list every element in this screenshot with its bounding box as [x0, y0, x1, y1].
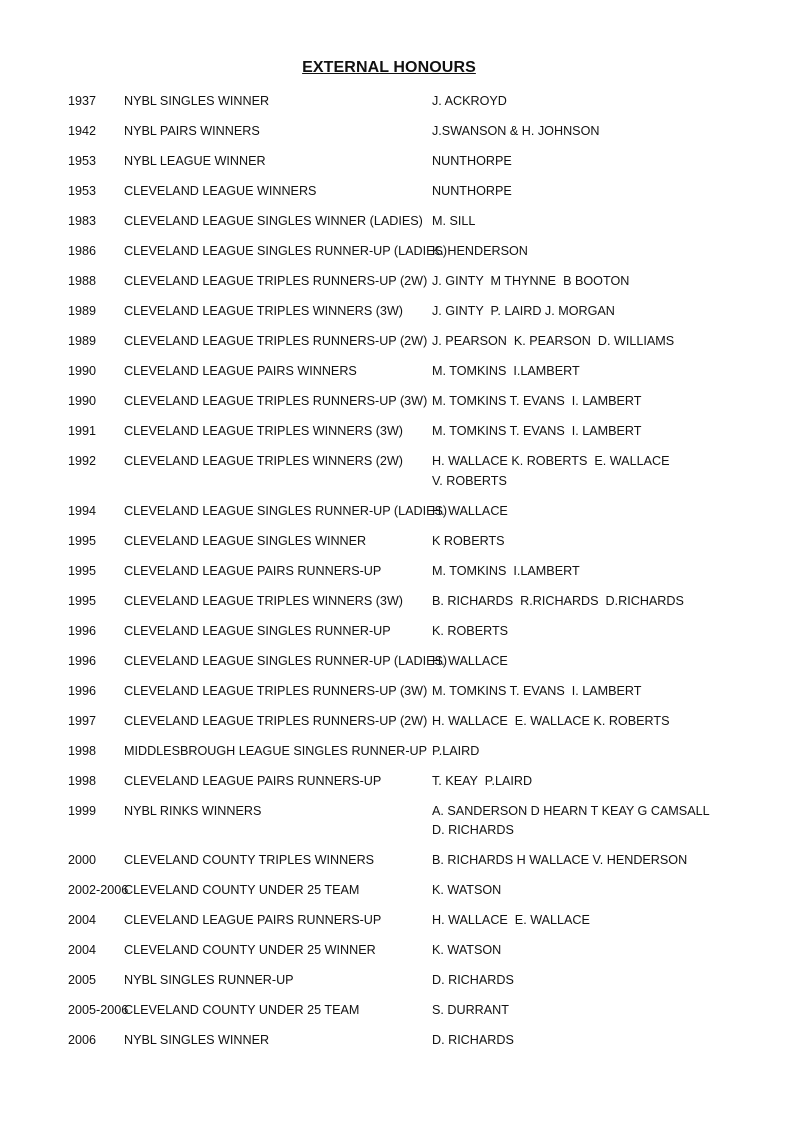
honour-winner — [432, 742, 768, 762]
honour-winner-line: M. TOMKINS I.LAMBERT — [432, 563, 580, 578]
honour-row — [68, 851, 768, 871]
honour-year: 1986 — [68, 244, 97, 258]
honour-winner-line: B. RICHARDS H WALLACE V. HENDERSON — [432, 853, 688, 867]
honour-winner-line: V. ROBERTS — [432, 473, 507, 488]
honour-row — [68, 971, 768, 991]
honour-winner — [432, 1001, 768, 1021]
honour-year: 1989 — [68, 304, 97, 318]
honour-row — [68, 881, 768, 901]
honour-winner — [432, 362, 768, 382]
honour-winner-line: NUNTHORPE — [432, 184, 512, 198]
honour-winner — [432, 941, 768, 961]
honour-year: 2006 — [68, 1033, 97, 1047]
honour-event: CLEVELAND LEAGUE TRIPLES WINNERS (2W) — [124, 454, 403, 468]
honour-event: MIDDLESBROUGH LEAGUE SINGLES RUNNER-UP — [124, 743, 428, 758]
honour-winner — [432, 911, 768, 931]
honour-row — [68, 92, 768, 112]
honour-winner-line: H. WALLACE — [432, 653, 508, 668]
honour-winner — [432, 712, 768, 732]
honour-winner-line: M. TOMKINS I.LAMBERT — [432, 364, 580, 378]
honour-winner — [432, 851, 768, 871]
honour-winner-line: K. WATSON — [432, 943, 502, 957]
honour-row — [68, 152, 768, 172]
page-title: EXTERNAL HONOURS — [302, 59, 476, 76]
honour-winner — [432, 332, 768, 352]
honour-winner — [432, 881, 768, 901]
honour-winner-line: J.SWANSON & H. JOHNSON — [432, 124, 600, 138]
honour-event: CLEVELAND LEAGUE SINGLES WINNER — [124, 533, 367, 548]
honour-winner-line: D. RICHARDS — [432, 973, 514, 987]
honour-winner — [432, 242, 768, 262]
honour-winner — [432, 422, 768, 442]
honour-row — [68, 502, 768, 522]
honour-winner-line: J. ACKROYD — [432, 94, 507, 108]
honour-year: 1995 — [68, 593, 97, 608]
honour-event: CLEVELAND LEAGUE TRIPLES RUNNERS-UP (3W) — [124, 683, 428, 698]
honour-winner-line: M. SILL — [432, 214, 476, 228]
honour-winner — [432, 152, 768, 172]
honour-year: 1991 — [68, 424, 97, 438]
honour-year: 2005 — [68, 973, 97, 987]
honour-row — [68, 802, 768, 841]
honour-event: NYBL RINKS WINNERS — [124, 803, 262, 818]
honour-year: 1996 — [68, 653, 97, 668]
honour-winner-line: B. RICHARDS R.RICHARDS D.RICHARDS — [432, 593, 684, 608]
honour-row — [68, 242, 768, 262]
honour-event: CLEVELAND LEAGUE TRIPLES WINNERS (3W) — [124, 593, 403, 608]
honour-winner — [432, 682, 768, 702]
honour-event: CLEVELAND LEAGUE SINGLES RUNNER-UP (LADIES) — [124, 503, 448, 518]
honour-event: CLEVELAND LEAGUE TRIPLES RUNNERS-UP (2W) — [124, 713, 428, 728]
honour-year: 2005-2006 — [68, 1003, 129, 1017]
honour-event: NYBL SINGLES WINNER — [124, 1033, 270, 1047]
honours-list — [68, 92, 768, 1061]
honour-year: 1996 — [68, 683, 97, 698]
honour-event: CLEVELAND LEAGUE TRIPLES WINNERS (3W) — [124, 304, 403, 318]
honour-event: NYBL LEAGUE WINNER — [124, 154, 266, 168]
honour-event: CLEVELAND LEAGUE PAIRS RUNNERS-UP — [124, 913, 382, 927]
honour-row — [68, 911, 768, 931]
honour-winner-line: T. KEAY P.LAIRD — [432, 773, 533, 788]
honour-event: CLEVELAND LEAGUE TRIPLES RUNNERS-UP (2W) — [124, 334, 428, 348]
honour-winner-line: D. RICHARDS — [432, 823, 514, 837]
honour-year: 1953 — [68, 154, 97, 168]
honour-winner — [432, 302, 768, 322]
honour-year: 1995 — [68, 563, 97, 578]
honour-row — [68, 1001, 768, 1021]
honour-event: CLEVELAND LEAGUE SINGLES WINNER (LADIES) — [124, 214, 423, 228]
honour-winner — [432, 502, 768, 522]
honour-year: 1953 — [68, 184, 97, 198]
honour-year: 1990 — [68, 394, 97, 408]
honour-winner-line: M. TOMKINS T. EVANS I. LAMBERT — [432, 683, 642, 698]
honour-row — [68, 212, 768, 232]
honour-winner — [432, 452, 768, 491]
honour-event: CLEVELAND COUNTY UNDER 25 TEAM — [124, 883, 360, 897]
honour-row — [68, 562, 768, 582]
honour-year: 1942 — [68, 124, 97, 138]
honour-winner-line: J. GINTY P. LAIRD J. MORGAN — [432, 304, 615, 318]
honour-year: 2000 — [68, 853, 97, 867]
honour-year: 1995 — [68, 533, 97, 548]
honour-row — [68, 712, 768, 732]
honour-winner-line: M. TOMKINS T. EVANS I. LAMBERT — [432, 424, 642, 438]
honour-winner — [432, 92, 768, 112]
honour-winner-line: K. ROBERTS — [432, 623, 509, 638]
honour-row — [68, 742, 768, 762]
honour-row — [68, 1031, 768, 1051]
honour-winner-line: J. PEARSON K. PEARSON D. WILLIAMS — [432, 334, 675, 348]
honour-year: 1999 — [68, 803, 97, 818]
honour-winner-line: S. DURRANT — [432, 1003, 509, 1017]
honour-year: 1996 — [68, 623, 97, 638]
honour-year: 1988 — [68, 274, 97, 288]
honour-year: 1990 — [68, 364, 97, 378]
honour-event: NYBL PAIRS WINNERS — [124, 124, 260, 138]
honour-year: 1992 — [68, 454, 97, 468]
honour-winner-line: H. WALLACE E. WALLACE K. ROBERTS — [432, 713, 670, 728]
honour-row — [68, 272, 768, 292]
honour-event: CLEVELAND COUNTY UNDER 25 TEAM — [124, 1003, 360, 1017]
honour-winner-line: K. HENDERSON — [432, 244, 528, 258]
honour-row — [68, 122, 768, 142]
honour-winner — [432, 592, 768, 612]
honour-row — [68, 422, 768, 442]
honour-row — [68, 452, 768, 491]
honour-event: CLEVELAND LEAGUE TRIPLES WINNERS (3W) — [124, 424, 403, 438]
honour-year: 2004 — [68, 913, 97, 927]
honour-event: CLEVELAND LEAGUE PAIRS WINNERS — [124, 364, 357, 378]
honour-row — [68, 652, 768, 672]
honour-year: 1989 — [68, 334, 97, 348]
honour-year: 1937 — [68, 94, 97, 108]
honour-event: CLEVELAND LEAGUE TRIPLES RUNNERS-UP (2W) — [124, 274, 428, 288]
honour-row — [68, 682, 768, 702]
honour-winner — [432, 562, 768, 582]
honour-year: 1998 — [68, 773, 97, 788]
honour-winner — [432, 1031, 768, 1051]
honour-row — [68, 532, 768, 552]
honour-winner-line: A. SANDERSON D HEARN T KEAY G CAMSALL — [432, 803, 710, 818]
honour-row — [68, 592, 768, 612]
honour-row — [68, 332, 768, 352]
honour-row — [68, 622, 768, 642]
honour-event: CLEVELAND LEAGUE SINGLES RUNNER-UP (LADIES) — [124, 244, 448, 258]
honour-year: 2004 — [68, 943, 97, 957]
honour-winner-line: P.LAIRD — [432, 743, 480, 758]
honour-event: CLEVELAND LEAGUE SINGLES RUNNER-UP — [124, 623, 391, 638]
honour-winner — [432, 532, 768, 552]
honour-event: CLEVELAND LEAGUE WINNERS — [124, 184, 317, 198]
honour-event: CLEVELAND LEAGUE TRIPLES RUNNERS-UP (3W) — [124, 394, 428, 408]
honour-row — [68, 392, 768, 412]
honour-row — [68, 362, 768, 382]
honour-winner — [432, 182, 768, 202]
honour-event: NYBL SINGLES RUNNER-UP — [124, 973, 294, 987]
honour-event: CLEVELAND COUNTY UNDER 25 WINNER — [124, 943, 376, 957]
honour-event: CLEVELAND LEAGUE PAIRS RUNNERS-UP — [124, 773, 382, 788]
honour-winner — [432, 272, 768, 292]
honour-winner — [432, 971, 768, 991]
honour-event: NYBL SINGLES WINNER — [124, 94, 270, 108]
honour-winner — [432, 212, 768, 232]
honour-winner-line: NUNTHORPE — [432, 154, 512, 168]
honour-year: 1994 — [68, 503, 97, 518]
honour-row — [68, 941, 768, 961]
honour-winner — [432, 772, 768, 792]
honour-event: CLEVELAND LEAGUE PAIRS RUNNERS-UP — [124, 563, 382, 578]
honour-winner-line: M. TOMKINS T. EVANS I. LAMBERT — [432, 394, 642, 408]
honour-winner — [432, 622, 768, 642]
honour-winner-line: D. RICHARDS — [432, 1033, 514, 1047]
honour-event: CLEVELAND COUNTY TRIPLES WINNERS — [124, 853, 375, 867]
honour-event: CLEVELAND LEAGUE SINGLES RUNNER-UP (LADIES) — [124, 653, 448, 668]
honour-winner-line: K ROBERTS — [432, 533, 505, 548]
honour-year: 2002-2006 — [68, 883, 129, 897]
honour-winner — [432, 392, 768, 412]
honour-winner-line: H. WALLACE K. ROBERTS E. WALLACE — [432, 454, 670, 468]
honour-winner-line: J. GINTY M THYNNE B BOOTON — [432, 274, 630, 288]
honour-winner — [432, 802, 768, 841]
honour-winner — [432, 652, 768, 672]
honour-winner-line: K. WATSON — [432, 883, 502, 897]
honour-year: 1998 — [68, 743, 97, 758]
honour-winner-line: H. WALLACE — [432, 503, 508, 518]
honour-row — [68, 182, 768, 202]
honour-winner — [432, 122, 768, 142]
honour-row — [68, 302, 768, 322]
honour-row — [68, 772, 768, 792]
honour-year: 1983 — [68, 214, 97, 228]
honour-winner-line: H. WALLACE E. WALLACE — [432, 913, 590, 927]
honour-year: 1997 — [68, 713, 97, 728]
